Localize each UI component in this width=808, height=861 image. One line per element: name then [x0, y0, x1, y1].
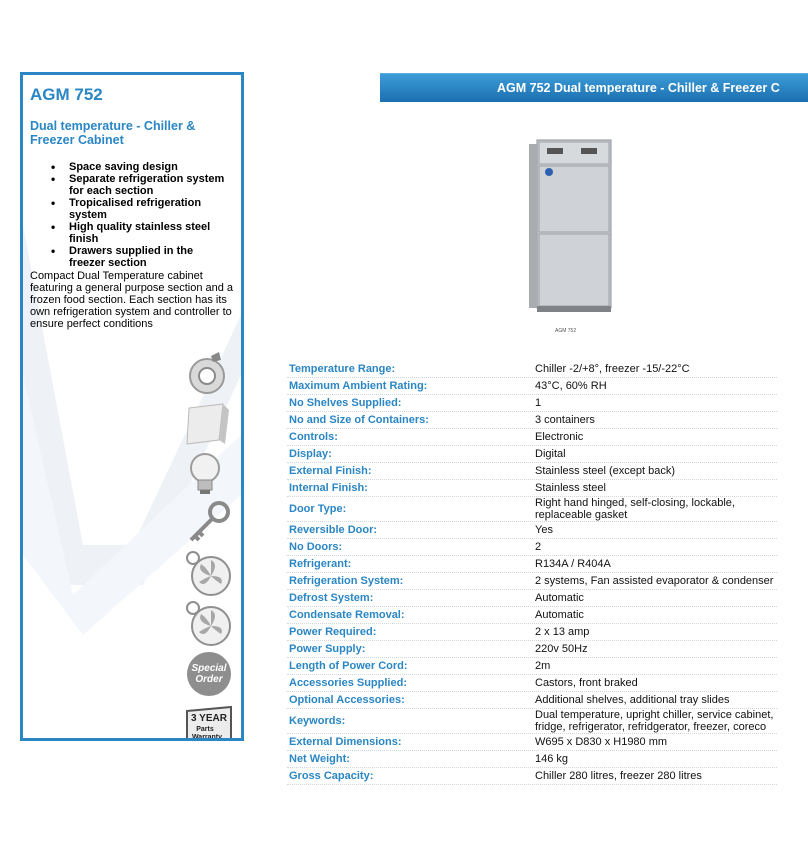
spec-value: 2: [535, 541, 542, 553]
image-caption: AGM 752: [555, 328, 577, 334]
spec-row: [287, 590, 777, 607]
spec-label: Refrigerant:: [289, 558, 352, 570]
spec-value: Right hand hinged, self-closing, lockable, replaceable gasket: [535, 497, 735, 521]
spec-row: [287, 624, 777, 641]
spec-row: [287, 751, 777, 768]
feature-item: • Tropicalised refrigeration system: [51, 197, 231, 221]
spec-value: Dual temperature, upright chiller, service cabinet, fridge, refrigerator, refridgerator, freezer, coreco: [535, 709, 774, 733]
warranty-badge: [185, 705, 233, 741]
spec-row: [287, 361, 777, 378]
spec-row: [287, 573, 777, 590]
warranty-line2: Parts: [196, 726, 214, 733]
eco-fan-icon: [185, 600, 233, 648]
spec-value: 2 x 13 amp: [535, 626, 590, 638]
warranty-line1: 3 YEAR: [191, 713, 227, 724]
spec-value: W695 x D830 x H1980 mm: [535, 736, 668, 748]
spec-value: Yes: [535, 524, 553, 536]
spec-label: Maximum Ambient Rating:: [289, 380, 428, 392]
spec-value: 1: [535, 397, 542, 409]
special-order-badge: [185, 650, 233, 698]
stainless-steel-icon: [185, 400, 233, 448]
special-order-line2: Order: [195, 674, 223, 685]
spec-label: Condensate Removal:: [289, 609, 405, 621]
spec-row: [287, 497, 777, 522]
spec-label: Power Supply:: [289, 643, 366, 655]
product-code: AGM 752: [30, 85, 103, 104]
product-description: Compact Dual Temperature cabinet featuring a general purpose section and a frozen food section. Each section has its own refrigeration system and controller to ensure perfect conditions: [30, 270, 234, 330]
spec-row: [287, 539, 777, 556]
spec-value: Castors, front braked: [535, 677, 638, 689]
product-header-bar: [380, 73, 808, 102]
spec-value: 220v 50Hz: [535, 643, 588, 655]
feature-item: • Space saving design: [51, 161, 231, 173]
spec-row: [287, 768, 777, 785]
spec-row: [287, 378, 777, 395]
eco-fan-icon: [185, 550, 233, 598]
spec-label: Controls:: [289, 431, 338, 443]
spec-label: Temperature Range:: [289, 363, 396, 375]
spec-value: Chiller -2/+8°, freezer -15/-22°C: [535, 363, 690, 375]
feature-item: • Separate refrigeration system for each section: [51, 173, 231, 197]
spec-row: [287, 607, 777, 624]
special-order-line1: Special: [191, 663, 227, 674]
spec-label: External Dimensions:: [289, 736, 402, 748]
spec-row: [287, 658, 777, 675]
spec-label: Keywords:: [289, 715, 346, 727]
light-bulb-icon: [185, 450, 233, 498]
spec-label: Power Required:: [289, 626, 377, 638]
spec-label: External Finish:: [289, 465, 372, 477]
spec-value: 3 containers: [535, 414, 595, 426]
spec-row: [287, 446, 777, 463]
spec-label: No Doors:: [289, 541, 343, 553]
castor-wheel-icon: [185, 350, 233, 398]
spec-value: Stainless steel: [535, 482, 606, 494]
spec-row: [287, 395, 777, 412]
spec-row: [287, 556, 777, 573]
spec-label: No Shelves Supplied:: [289, 397, 402, 409]
spec-row: [287, 463, 777, 480]
specification-table: [287, 361, 777, 785]
spec-label: Accessories Supplied:: [289, 677, 407, 689]
header-title: AGM 752 Dual temperature - Chiller & Freezer C: [497, 81, 780, 95]
product-image: [515, 130, 625, 340]
spec-row: [287, 734, 777, 751]
spec-label: Internal Finish:: [289, 482, 368, 494]
spec-row: [287, 412, 777, 429]
product-title: Dual temperature - Chiller & Freezer Cabinet: [30, 119, 196, 147]
spec-label: Defrost System:: [289, 592, 374, 604]
spec-value: R134A / R404A: [535, 558, 611, 570]
key-lock-icon: [185, 500, 233, 548]
spec-value: Stainless steel (except back): [535, 465, 676, 477]
spec-value: Digital: [535, 448, 566, 460]
spec-value: 146 kg: [535, 753, 569, 765]
feature-list: [51, 161, 231, 269]
spec-row: [287, 429, 777, 446]
spec-row: [287, 709, 777, 734]
spec-label: No and Size of Containers:: [289, 414, 429, 426]
spec-row: [287, 641, 777, 658]
spec-value: Chiller 280 litres, freezer 280 litres: [535, 770, 702, 782]
spec-label: Door Type:: [289, 503, 347, 515]
product-summary-panel: [20, 72, 244, 741]
spec-value: Additional shelves, additional tray slides: [535, 694, 730, 706]
spec-row: [287, 675, 777, 692]
spec-label: Display:: [289, 448, 332, 460]
feature-item: • Drawers supplied in the freezer section: [51, 245, 231, 269]
spec-value: Automatic: [535, 609, 584, 621]
spec-row: [287, 522, 777, 539]
spec-value: 2 systems, Fan assisted evaporator & condenser: [535, 575, 774, 587]
warranty-line3: Warranty: [191, 734, 223, 741]
spec-row: [287, 692, 777, 709]
feature-item: • High quality stainless steel finish: [51, 221, 231, 245]
spec-value: Automatic: [535, 592, 584, 604]
spec-value: Electronic: [535, 431, 584, 443]
spec-label: Refrigeration System:: [289, 575, 404, 587]
spec-label: Reversible Door:: [289, 524, 378, 536]
spec-label: Net Weight:: [289, 753, 350, 765]
spec-label: Optional Accessories:: [289, 694, 405, 706]
spec-label: Length of Power Cord:: [289, 660, 408, 672]
spec-row: [287, 480, 777, 497]
spec-value: 43°C, 60% RH: [535, 380, 607, 392]
spec-value: 2m: [535, 660, 551, 672]
spec-label: Gross Capacity:: [289, 770, 374, 782]
